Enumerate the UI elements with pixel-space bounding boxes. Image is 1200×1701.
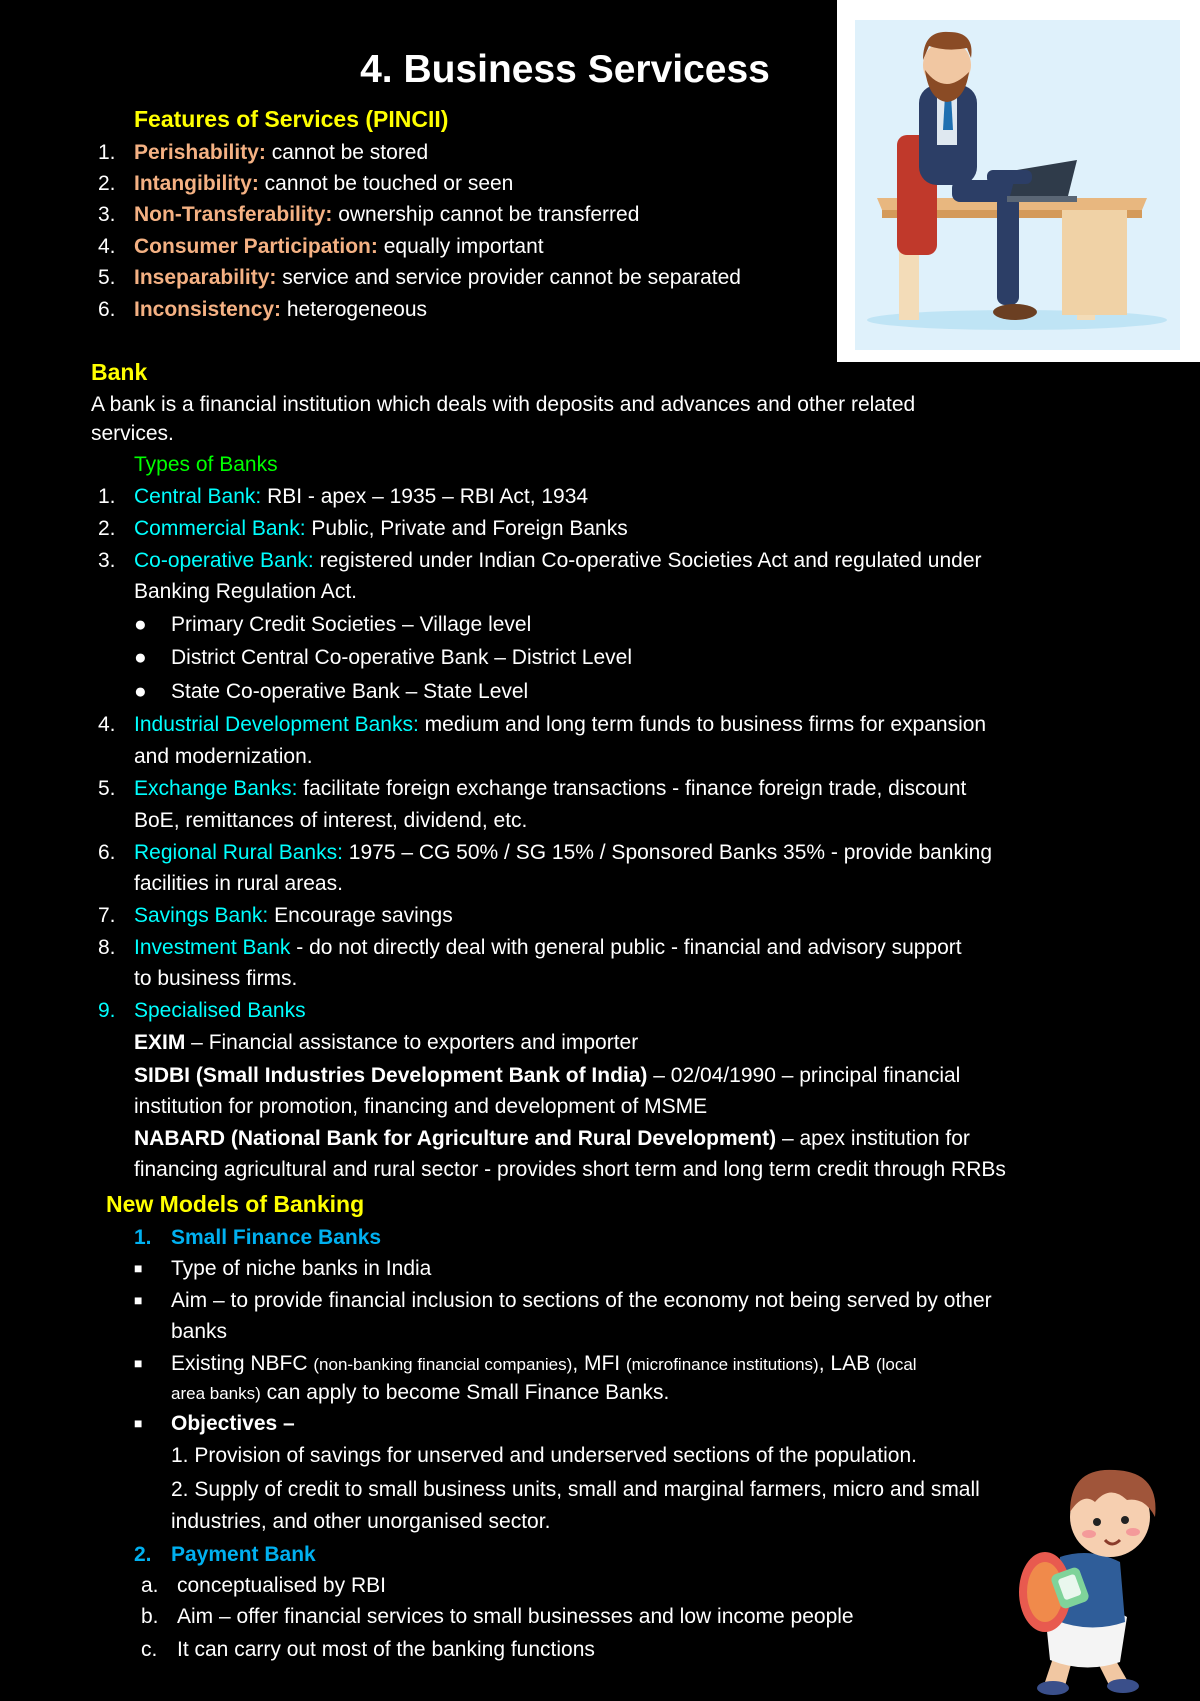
- list-number: 1.: [98, 141, 116, 164]
- feature-desc: equally important: [377, 235, 544, 258]
- list-number: 2.: [98, 517, 116, 540]
- nabard-desc: – apex institution for: [776, 1127, 970, 1150]
- bank-type-desc: medium and long term funds to business firms for expansion: [418, 713, 987, 736]
- feature-term: Intangibility:: [134, 172, 259, 195]
- list-item: [134, 137, 428, 168]
- sidbi-line-cont: institution for promotion, financing and development of MSME: [134, 1095, 708, 1118]
- bank-type-term: Central Bank:: [134, 485, 262, 508]
- list-item: [134, 773, 966, 804]
- list-number: 6.: [98, 841, 116, 864]
- sfb-lab: , LAB: [818, 1352, 876, 1375]
- list-item: [134, 900, 453, 931]
- list-number: 3.: [98, 203, 116, 226]
- payment-bank-heading: Payment Bank: [171, 1543, 316, 1566]
- bank-definition: A bank is a financial institution which deals with deposits and advances and other related: [91, 393, 916, 416]
- bullet-square-icon: ■: [134, 1415, 143, 1431]
- list-item: [134, 837, 992, 868]
- bank-type-desc: - do not directly deal with general public - financial and advisory support: [290, 936, 962, 959]
- feature-term: Perishability:: [134, 141, 266, 164]
- bullet-dot-icon: ●: [134, 680, 147, 703]
- list-letter: b.: [141, 1605, 159, 1628]
- new-models-heading: New Models of Banking: [106, 1191, 365, 1217]
- sfb-objective: 1. Provision of savings for unserved and underserved sections of the population.: [171, 1444, 917, 1467]
- bank-definition-cont: services.: [91, 422, 174, 445]
- coop-level: Primary Credit Societies – Village level: [171, 613, 532, 636]
- feature-desc: heterogeneous: [281, 298, 428, 321]
- list-item: [134, 545, 982, 576]
- list-item-cont: facilities in rural areas.: [134, 872, 343, 895]
- bank-type-desc: facilitate foreign exchange transactions - finance foreign trade, discount: [297, 777, 967, 800]
- sfb-lab-full: (local: [875, 1355, 917, 1374]
- list-number: 4.: [98, 235, 116, 258]
- exim-line: [134, 1027, 638, 1058]
- list-item: [134, 709, 986, 740]
- bank-type-desc: Public, Private and Foreign Banks: [305, 517, 628, 540]
- sfb-apply: can apply to become Small Finance Banks.: [260, 1381, 670, 1404]
- bullet-square-icon: ■: [134, 1260, 143, 1276]
- exim-term: EXIM: [134, 1031, 186, 1054]
- sfb-point: [171, 1348, 917, 1380]
- list-item: [134, 513, 628, 544]
- exim-desc: – Financial assistance to exporters and importer: [185, 1031, 639, 1054]
- sfb-point: Aim – to provide financial inclusion to sections of the economy not being served by other: [171, 1289, 992, 1312]
- list-item: [134, 199, 639, 230]
- sidbi-desc: – 02/04/1990 – principal financial: [647, 1064, 961, 1087]
- nabard-term: NABARD (National Bank for Agriculture and Rural Development): [134, 1127, 777, 1150]
- sfb-mfi: , MFI: [572, 1352, 626, 1375]
- specialised-banks-heading: Specialised Banks: [134, 999, 306, 1022]
- list-item: [134, 481, 588, 512]
- bank-type-term: Investment Bank: [134, 936, 291, 959]
- sfb-objectives: Objectives –: [171, 1412, 295, 1435]
- payment-bank-point: Aim – offer financial services to small businesses and low income people: [177, 1605, 854, 1628]
- sfb-nbfc-full: (non-banking financial companies): [313, 1355, 573, 1374]
- bank-type-term: Savings Bank:: [134, 904, 269, 927]
- bank-type-term: Regional Rural Banks:: [134, 841, 343, 864]
- bank-type-term: Exchange Banks:: [134, 777, 298, 800]
- types-heading: Types of Banks: [134, 453, 278, 476]
- bank-type-term: Co-operative Bank:: [134, 549, 314, 572]
- sidbi-term: SIDBI (Small Industries Development Bank of India): [134, 1064, 648, 1087]
- bank-type-desc: Encourage savings: [268, 904, 453, 927]
- schoolkid-icon: [1015, 1462, 1185, 1696]
- sfb-mfi-full: (microfinance institutions): [625, 1355, 819, 1374]
- list-number: 5.: [98, 777, 116, 800]
- sfb-lab-full-cont: area banks): [171, 1384, 261, 1403]
- list-number: 9.: [98, 999, 116, 1022]
- list-letter: a.: [141, 1574, 159, 1597]
- coop-level: State Co-operative Bank – State Level: [171, 680, 529, 703]
- bank-type-desc: 1975 – CG 50% / SG 15% / Sponsored Banks 35% - provide banking: [342, 841, 993, 864]
- bullet-dot-icon: ●: [134, 613, 147, 636]
- feature-term: Inconsistency:: [134, 298, 282, 321]
- bank-type-term: Commercial Bank:: [134, 517, 306, 540]
- feature-desc: cannot be stored: [265, 141, 429, 164]
- kid-illustration: [1015, 1462, 1185, 1696]
- features-heading: Features of Services (PINCII): [134, 106, 449, 132]
- nabard-line-cont: financing agricultural and rural sector - provides short term and long term credit through RRBs: [134, 1158, 1006, 1181]
- list-number: 1.: [134, 1226, 152, 1249]
- feature-desc: ownership cannot be transferred: [332, 203, 640, 226]
- list-number: 1.: [98, 485, 116, 508]
- list-number: 2.: [98, 172, 116, 195]
- list-item: [134, 262, 741, 293]
- bank-type-desc: RBI - apex – 1935 – RBI Act, 1934: [261, 485, 589, 508]
- sfb-point: Type of niche banks in India: [171, 1257, 432, 1280]
- list-item-cont: to business firms.: [134, 967, 298, 990]
- sfb-point-cont: [171, 1377, 669, 1409]
- list-item-cont: Banking Regulation Act.: [134, 580, 357, 603]
- feature-term: Consumer Participation:: [134, 235, 378, 258]
- bank-type-term: Industrial Development Banks:: [134, 713, 419, 736]
- list-item: [134, 231, 544, 262]
- page-title: 4. Business Servicess: [360, 48, 770, 91]
- list-item-cont: and modernization.: [134, 745, 313, 768]
- feature-term: Non-Transferability:: [134, 203, 333, 226]
- bullet-dot-icon: ●: [134, 646, 147, 669]
- nabard-line: [134, 1123, 970, 1154]
- coop-level: District Central Co-operative Bank – District Level: [171, 646, 632, 669]
- sfb-objective: 2. Supply of credit to small business units, small and marginal farmers, micro and small: [171, 1478, 980, 1501]
- list-item: [134, 168, 513, 199]
- sfb-nbfc: Existing NBFC: [171, 1352, 314, 1375]
- feature-desc: cannot be touched or seen: [258, 172, 514, 195]
- sfb-objective-cont: industries, and other unorganised sector.: [171, 1510, 551, 1533]
- list-number: 3.: [98, 549, 116, 572]
- list-number: 8.: [98, 936, 116, 959]
- bullet-square-icon: ■: [134, 1355, 143, 1371]
- payment-bank-point: It can carry out most of the banking functions: [177, 1638, 595, 1661]
- bullet-square-icon: ■: [134, 1292, 143, 1308]
- feature-desc: service and service provider cannot be separated: [276, 266, 741, 289]
- feature-term: Inseparability:: [134, 266, 277, 289]
- businessman-illustration: [837, 0, 1200, 362]
- bank-heading: Bank: [91, 359, 148, 385]
- list-letter: c.: [141, 1638, 158, 1661]
- list-item-cont: BoE, remittances of interest, dividend, etc.: [134, 809, 528, 832]
- list-item: [134, 294, 427, 325]
- businessman-at-desk-icon: [837, 0, 1200, 362]
- list-number: 2.: [134, 1543, 152, 1566]
- payment-bank-point: conceptualised by RBI: [177, 1574, 386, 1597]
- small-finance-banks-heading: Small Finance Banks: [171, 1226, 382, 1249]
- bank-type-desc: registered under Indian Co-operative Societies Act and regulated under: [313, 549, 982, 572]
- list-item: [134, 932, 962, 963]
- sfb-point-cont: banks: [171, 1320, 228, 1343]
- list-number: 6.: [98, 298, 116, 321]
- sidbi-line: [134, 1060, 960, 1091]
- list-number: 7.: [98, 904, 116, 927]
- list-number: 4.: [98, 713, 116, 736]
- list-number: 5.: [98, 266, 116, 289]
